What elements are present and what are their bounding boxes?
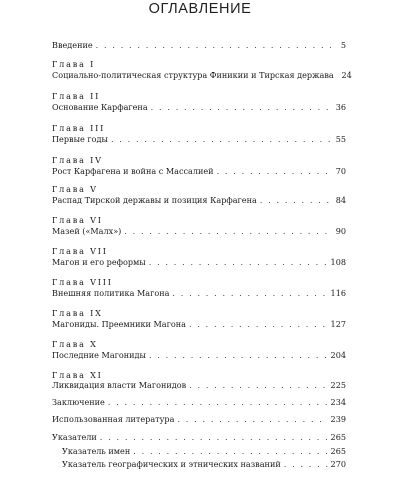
dot-leader [111, 134, 331, 145]
toc-entry-label: Рост Карфагена и война с Массалией [52, 166, 214, 176]
chapter-heading: Глава V [52, 184, 98, 194]
toc-entry-label: Магон и его реформы [52, 257, 146, 267]
toc-entry-label: Указатель имен [62, 446, 131, 456]
toc-entry-page: 234 [330, 397, 346, 407]
dot-leader [108, 397, 328, 408]
chapter-heading: Глава III [52, 123, 106, 133]
dot-leader [149, 257, 328, 268]
toc-entry-indexes[interactable] [52, 432, 346, 443]
toc-entry-label: Основание Карфагена [52, 102, 148, 112]
toc-entry-label: Социально-политическая структура Финикии и Тирская держава [52, 70, 334, 80]
toc-entry-page: 239 [330, 414, 346, 424]
toc-entry-label: Заключение [52, 397, 105, 407]
toc-entry-label: Указатели [52, 432, 97, 442]
toc-entry-ch2[interactable] [52, 102, 346, 113]
chapter-heading: Глава VI [52, 215, 103, 225]
toc-entry-label: Ликвидация власти Магонидов [52, 380, 187, 390]
dot-leader [100, 432, 328, 443]
toc-entry-ch7[interactable] [52, 257, 346, 268]
chapter-heading: Глава VII [52, 246, 108, 256]
toc-entry-page: 225 [330, 380, 346, 390]
chapter-heading: Глава I [52, 59, 96, 69]
toc-entry-label: Последние Магониды [52, 350, 146, 360]
chapter-heading: Глава IV [52, 155, 103, 165]
dot-leader [177, 414, 327, 425]
toc-entry-page: 5 [340, 40, 346, 50]
toc-entry-page: 265 [330, 446, 346, 456]
toc-entry-conclusion[interactable] [52, 397, 346, 408]
toc-entry-page: 70 [335, 166, 346, 176]
toc-entry-ch11[interactable] [52, 380, 346, 391]
toc-entry-ch4[interactable] [52, 166, 346, 177]
toc-entry-ch6[interactable] [52, 226, 346, 237]
toc-entry-label: Первые годы [52, 134, 108, 144]
dot-leader [217, 166, 331, 177]
toc-entry-page: 55 [335, 134, 346, 144]
toc-entry-page: 90 [335, 226, 346, 236]
toc-entry-page: 116 [330, 288, 346, 298]
dot-leader [133, 446, 327, 457]
dot-leader [260, 195, 331, 206]
toc-entry-ch3[interactable] [52, 134, 346, 145]
chapter-heading: Глава VIII [52, 277, 113, 287]
toc-entry-ch10[interactable] [52, 350, 346, 361]
dot-leader [151, 102, 331, 113]
toc-entry-page: 270 [330, 459, 346, 469]
toc-entry-page: 36 [335, 102, 346, 112]
toc-entry-label: Введение [52, 40, 93, 50]
toc-entry-index-names[interactable] [62, 446, 346, 457]
dot-leader [149, 350, 328, 361]
toc-entry-ch1[interactable] [52, 70, 352, 81]
toc-entry-page: 204 [330, 350, 346, 360]
dot-leader [284, 459, 328, 470]
dot-leader [189, 380, 327, 391]
toc-entry-intro[interactable] [52, 40, 346, 51]
toc-entry-label: Мазей («Малх») [52, 226, 122, 236]
toc-entry-page: 24 [341, 70, 352, 80]
toc-entry-label: Внешняя политика Магона [52, 288, 170, 298]
toc-entry-label: Магониды. Преемники Магона [52, 319, 186, 329]
toc-entry-page: 127 [330, 319, 346, 329]
dot-leader [172, 288, 327, 299]
toc-entry-literature[interactable] [52, 414, 346, 425]
toc-entry-index-geo[interactable] [62, 459, 346, 470]
toc-entry-page: 108 [330, 257, 346, 267]
dot-leader [124, 226, 331, 237]
toc-entry-label: Указатель географических и этнических названий [62, 459, 281, 469]
chapter-heading: Глава XI [52, 370, 103, 380]
toc-entry-label: Распад Тирской державы и позиция Карфагена [52, 195, 257, 205]
dot-leader [96, 40, 331, 51]
toc-entry-label: Использованная литература [52, 414, 175, 424]
chapter-heading: Глава X [52, 339, 98, 349]
toc-entry-page: 84 [335, 195, 346, 205]
toc-entry-page: 265 [330, 432, 346, 442]
toc-entry-ch9[interactable] [52, 319, 346, 330]
page-title: ОГЛАВЛЕНИЕ [148, 1, 252, 17]
chapter-heading: Глава IX [52, 308, 103, 318]
dot-leader [189, 319, 328, 330]
chapter-heading: Глава II [52, 91, 101, 101]
toc-entry-ch8[interactable] [52, 288, 346, 299]
toc-entry-ch5[interactable] [52, 195, 346, 206]
